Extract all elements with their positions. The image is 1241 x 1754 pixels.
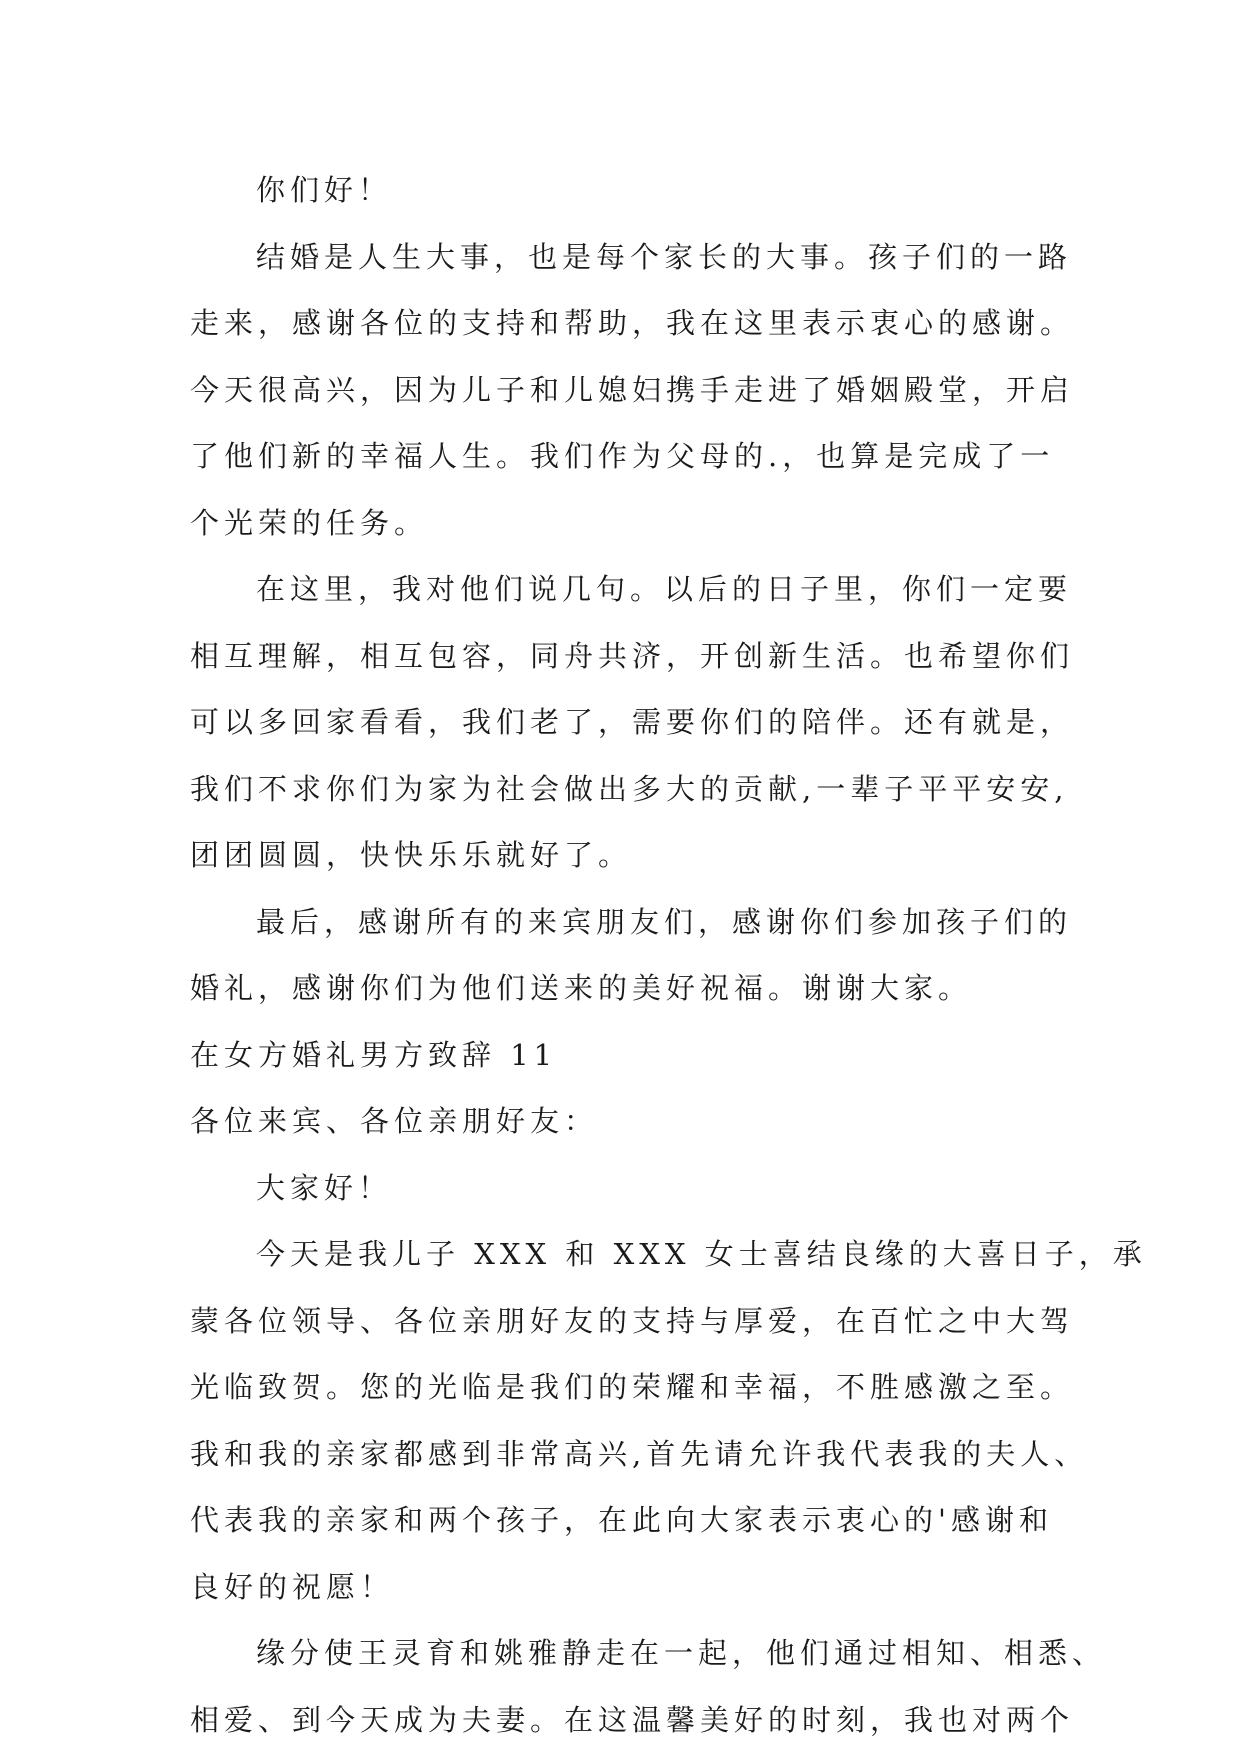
text-line: 最后，感谢所有的来宾朋友们，感谢你们参加孩子们的 [256, 904, 1073, 939]
text-line: 良好的祝愿！ [190, 1569, 395, 1604]
text-line: 结婚是人生大事，也是每个家长的大事。孩子们的一路 [256, 239, 1073, 274]
text-line: 你们好！ [256, 173, 393, 207]
text-line: 走来，感谢各位的支持和帮助，我在这里表示衷心的感谢。 [190, 306, 1075, 340]
text-line: 团团圆圆，快快乐乐就好了。 [190, 838, 633, 872]
text-line: 今天是我儿子 XXX 和 XXX 女士喜结良缘的大喜日子，承 [256, 1237, 1147, 1271]
text-line: 大家好！ [256, 1170, 393, 1205]
section-heading: 在女方婚礼男方致辞 11 [190, 1037, 558, 1072]
text-line: 蒙各位领导、各位亲朋好友的支持与厚爱，在百忙之中大驾 [190, 1303, 1075, 1338]
text-line: 今天很高兴，因为儿子和儿媳妇携手走进了婚姻殿堂，开启 [190, 372, 1075, 407]
salutation: 各位来宾、各位亲朋好友： [190, 1104, 599, 1138]
text-line: 光临致贺。您的光临是我们的荣耀和幸福，不胜感激之至。 [190, 1370, 1075, 1404]
text-line: 缘分使王灵育和姚雅静走在一起，他们通过相知、相悉、 [256, 1636, 1107, 1670]
text-line: 相爱、到今天成为夫妻。在这温馨美好的时刻，我也对两个 [190, 1702, 1075, 1737]
document-body [190, 157, 1147, 1753]
text-line: 了他们新的幸福人生。我们作为父母的.，也算是完成了一 [190, 439, 1055, 473]
text-line: 在这里，我对他们说几句。以后的日子里，你们一定要 [256, 572, 1073, 606]
text-line: 个光荣的任务。 [190, 505, 429, 540]
text-line: 我和我的亲家都感到非常高兴,首先请允许我代表我的夫人、 [190, 1436, 1089, 1471]
text-line: 相互理解，相互包容，同舟共济，开创新生活。也希望你们 [190, 638, 1075, 673]
text-line: 可以多回家看看，我们老了，需要你们的陪伴。还有就是， [190, 705, 1075, 739]
text-line: 我们不求你们为家为社会做出多大的贡献,一辈子平平安安, [190, 771, 1069, 806]
text-line: 婚礼，感谢你们为他们送来的美好祝福。谢谢大家。 [190, 971, 973, 1005]
text-line: 代表我的亲家和两个孩子，在此向大家表示衷心的'感谢和 [190, 1503, 1053, 1537]
